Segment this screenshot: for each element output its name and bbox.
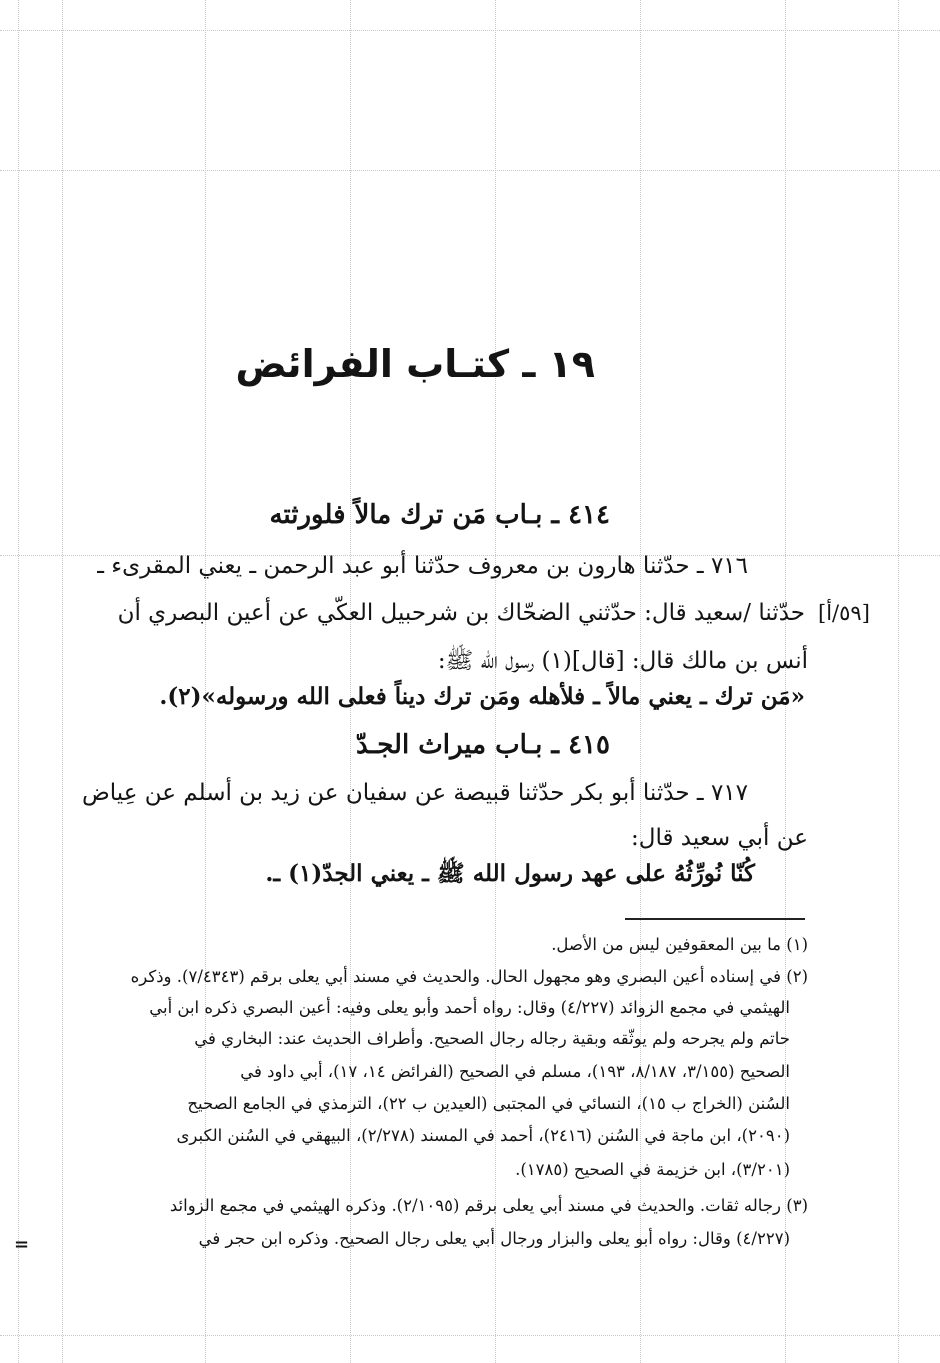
hadith-text-line: ٧١٧ ـ حدّثنا أبو بكر حدّثنا قبيصة عن سفيان عن زيد بن أسلم عن عِياض [81,780,748,806]
footnote-line: الهيثمي في مجمع الزوائد (٤/٢٢٧) وقال: رواه أحمد وأبو يعلى وفيه: أعين البصري ذكره ابن أبي [149,998,790,1017]
chapter-heading: ٤١٤ ـ بـاب مَن ترك مالاً فلورثته [269,500,610,530]
continuation-mark: = [14,1234,30,1255]
grid-line [495,0,496,1363]
footnote-line: حاتم ولم يجرحه ولم يوثّقه وبقية رجاله رجال الصحيح. وأطراف الحديث عند: البخاري في [194,1029,790,1048]
footnote-line: (٤/٢٢٧) وقال: رواه أبو يعلى والبزار ورجال أبي يعلى رجال الصحيح. وذكره ابن حجر في [198,1229,790,1248]
hadith-text-line: ٧١٦ ـ حدّثنا هارون بن معروف حدّثنا أبو عبد الرحمن ـ يعني المقرىء ـ [97,553,748,579]
grid-line [640,0,641,1363]
book-title: ١٩ ـ كتـاب الفرائض [235,342,595,386]
footnote-line: السُنن (الخراج ب ١٥)، النسائي في المجتبى (العيدين ب ٢٢)، الترمذي في الجامع الصحيح [187,1094,790,1113]
grid-line [62,0,63,1363]
grid-line [205,0,206,1363]
margin-folio-marker: [٥٩/أ] [818,601,870,625]
grid-line [350,0,351,1363]
footnote-line: الصحيح (٣/١٥٥، ٨/١٨٧، ١٩٣)، مسلم في الصحيح (الفرائض ١٤، ١٧)، أبي داود في [240,1062,790,1081]
chapter-heading: ٤١٥ ـ بـاب ميراث الجـدّ [356,730,610,760]
grid-line [0,1335,940,1336]
footnote-line: (١) ما بين المعقوفين ليس من الأصل. [551,935,808,954]
grid-line [18,0,19,1363]
hadith-text-line: عن أبي سعيد قال: [631,825,808,851]
hadith-quote: كُنّا نُورِّثُهُ على عهد رسول الله ﷺ ـ يعني الجدّ(١) ـ. [265,860,755,887]
grid-line [0,170,940,171]
footnote-separator [625,918,805,920]
hadith-quote: «مَن ترك ـ يعني مالاً ـ فلأهله ومَن ترك ديناً فعلى الله ورسوله»(٢). [159,683,805,710]
footnote-line: (٣) رجاله ثقات. والحديث في مسند أبي يعلى برقم (٢/١٠٩٥). وذكره الهيثمي في مجمع الزوائد [169,1196,808,1215]
grid-line [785,0,786,1363]
footnote-line: (٢) في إسناده أعين البصري وهو مجهول الحال. والحديث في مسند أبي يعلى برقم (٧/٤٣٤٣). وذكره [130,967,808,986]
footnote-line: (٣/٢٠١)، ابن خزيمة في الصحيح (١٧٨٥). [515,1160,790,1179]
hadith-text-line: أنس بن مالك قال: [قال](١) رسول الله ﷺ: [437,648,808,674]
grid-line [898,0,899,1363]
hadith-text-line: حدّثنا /سعيد قال: حدّثني الضحّاك بن شرحبيل العكّي عن أعين البصري أن [117,600,805,626]
footnote-line: (٢٠٩٠)، ابن ماجة في السُنن (٢٤١٦)، أحمد في المسند (٢/٢٧٨)، البيهقي في السُنن الكبرى [176,1126,790,1145]
grid-line [0,30,940,31]
